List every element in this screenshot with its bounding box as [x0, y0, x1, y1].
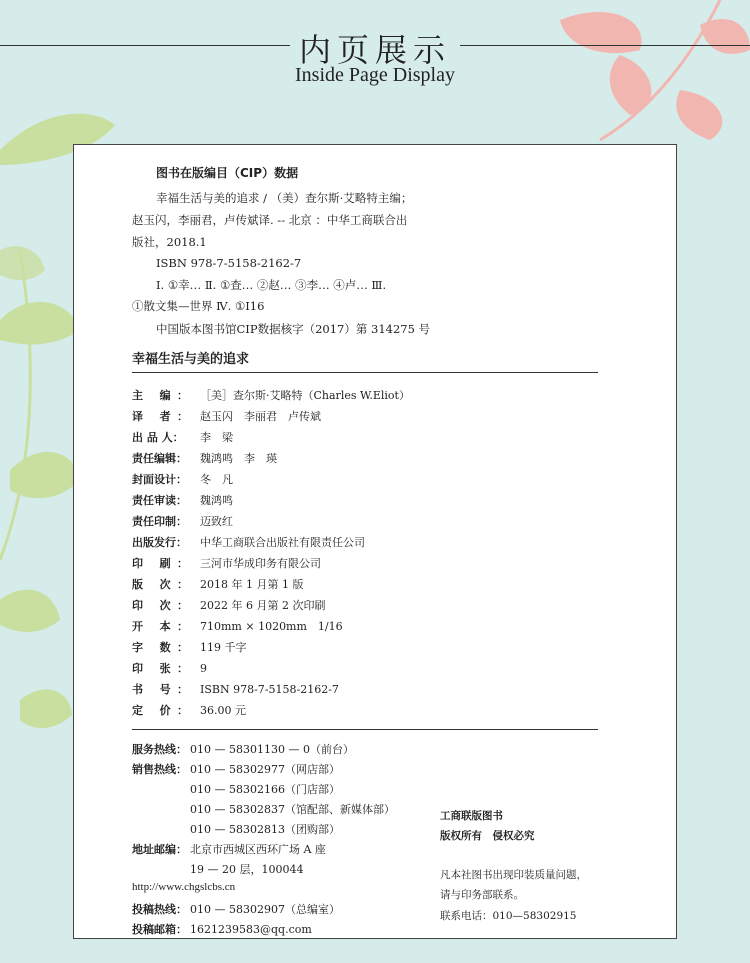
credit-label: 书 号： [132, 683, 188, 696]
credit-row [132, 639, 247, 655]
sales-hotline [132, 821, 340, 837]
credit-label: 责任印制： [132, 515, 187, 528]
contact-value: 北京市西城区西环广场 A 座 [190, 843, 326, 856]
contact-label: 服务热线： [132, 743, 187, 756]
contact-value: 010 — 58302813（团购部） [190, 823, 340, 836]
credit-value: ［美］查尔斯·艾略特（Charles W.Eliot） [200, 389, 410, 402]
contact-label: 地址邮编： [132, 843, 187, 856]
credit-row [132, 408, 321, 424]
book-title: 幸福生活与美的追求 [132, 352, 250, 367]
credit-value: 2022 年 6 月第 2 次印刷 [200, 599, 326, 612]
credit-label: 版 次： [132, 578, 188, 591]
cip-title: 图书在版编目（CIP）数据 [156, 166, 299, 180]
credit-row [132, 471, 233, 487]
contact-label: 投稿热线： [132, 903, 187, 916]
credit-label: 开 本： [132, 620, 188, 633]
credit-value: 119 千字 [200, 641, 247, 654]
cip-line: Ⅰ. ①幸… Ⅱ. ①查… ②赵… ③李… ④卢… Ⅲ. [156, 278, 387, 292]
contact-value: 010 — 58301130 — 0（前台） [190, 743, 354, 756]
service-hotline [132, 741, 354, 757]
credit-value: 36.00 元 [200, 704, 246, 717]
credit-label: 印 张： [132, 662, 188, 675]
contact-value: 1621239583@qq.com [190, 923, 312, 936]
sales-hotline [132, 781, 340, 797]
credit-row [132, 597, 325, 613]
credit-row [132, 387, 410, 403]
cip-line: ISBN 978-7-5158-2162-7 [156, 256, 302, 270]
credit-value: 冬 凡 [200, 473, 233, 486]
credit-value: 中华工商联合出版社有限责任公司 [200, 536, 365, 549]
divider [132, 729, 598, 730]
credit-value: 迈致红 [200, 515, 233, 528]
credit-row [132, 660, 207, 676]
credit-value: 李 梁 [200, 431, 233, 444]
page-title: 内页展示 [298, 31, 451, 69]
sales-hotline [132, 801, 395, 817]
credit-value: 三河市华成印务有限公司 [200, 557, 321, 570]
side-phone: 联系电话：010—58302915 [440, 910, 577, 922]
address [132, 841, 326, 857]
credit-value: 710mm × 1020mm 1/16 [200, 620, 343, 633]
credit-label: 责任审读： [132, 494, 187, 507]
address [132, 861, 303, 877]
cip-line: 赵玉闪，李丽君，卢传斌译. -- 北京 ：中华工商联合出 [132, 213, 408, 227]
credit-row [132, 702, 246, 718]
contact-label: 投稿邮箱： [132, 923, 187, 936]
credit-row [132, 555, 321, 571]
credit-value: 魏鸿鸣 [200, 494, 233, 507]
contact-label: 销售热线： [132, 763, 187, 776]
cip-line: 版社，2018.1 [132, 235, 207, 249]
credit-row [132, 492, 233, 508]
website-link[interactable]: http://www.chgslcbs.cn [132, 881, 236, 893]
side-org: 工商联版图书 [440, 810, 503, 822]
cip-line: 中国版本图书馆CIP数据核字（2017）第 314275 号 [156, 322, 431, 336]
credit-value: 9 [200, 662, 207, 675]
credit-row [132, 513, 233, 529]
page-subtitle: Inside Page Display [295, 64, 455, 86]
credit-label: 译 者： [132, 410, 188, 423]
side-notice: 凡本社图书出现印装质量问题， [440, 869, 587, 881]
side-notice: 请与印务部联系。 [440, 889, 524, 901]
credit-label: 字 数： [132, 641, 188, 654]
credit-label: 责任编辑： [132, 452, 187, 465]
contact-value: 19 — 20 层，100044 [190, 863, 304, 876]
credit-row [132, 450, 277, 466]
credit-value: 魏鸿鸣 李 瑛 [200, 452, 277, 465]
divider [132, 372, 598, 373]
submission-hotline [132, 901, 340, 917]
credit-label: 出 品 人： [132, 431, 184, 444]
credit-label: 印 次： [132, 599, 188, 612]
side-rights: 版权所有 侵权必究 [440, 830, 535, 842]
credit-value: ISBN 978-7-5158-2162-7 [200, 683, 339, 696]
credit-label: 出版发行： [132, 536, 187, 549]
cip-line: 幸福生活与美的追求 / （美）查尔斯·艾略特主编； [156, 191, 413, 205]
credit-value: 赵玉闪 李丽君 卢传斌 [200, 410, 321, 423]
submission-email [132, 921, 312, 937]
credit-label: 封面设计： [132, 473, 187, 486]
cip-line: ①散文集—世界 Ⅳ. ①I16 [132, 299, 265, 313]
credit-row [132, 576, 303, 592]
credit-row [132, 618, 343, 634]
sales-hotline [132, 761, 340, 777]
credit-label: 印 刷： [132, 557, 188, 570]
contact-value: 010 — 58302977（网店部） [190, 763, 340, 776]
credit-row [132, 681, 339, 697]
credit-row [132, 534, 365, 550]
contact-value: 010 — 58302837（馆配部、新媒体部） [190, 803, 395, 816]
credit-row [132, 429, 233, 445]
contact-value: 010 — 58302907（总编室） [190, 903, 340, 916]
contact-value: 010 — 58302166（门店部） [190, 783, 340, 796]
credit-value: 2018 年 1 月第 1 版 [200, 578, 304, 591]
credit-label: 定 价： [132, 704, 188, 717]
credit-label: 主 编： [132, 389, 188, 402]
copyright-page [73, 144, 677, 939]
